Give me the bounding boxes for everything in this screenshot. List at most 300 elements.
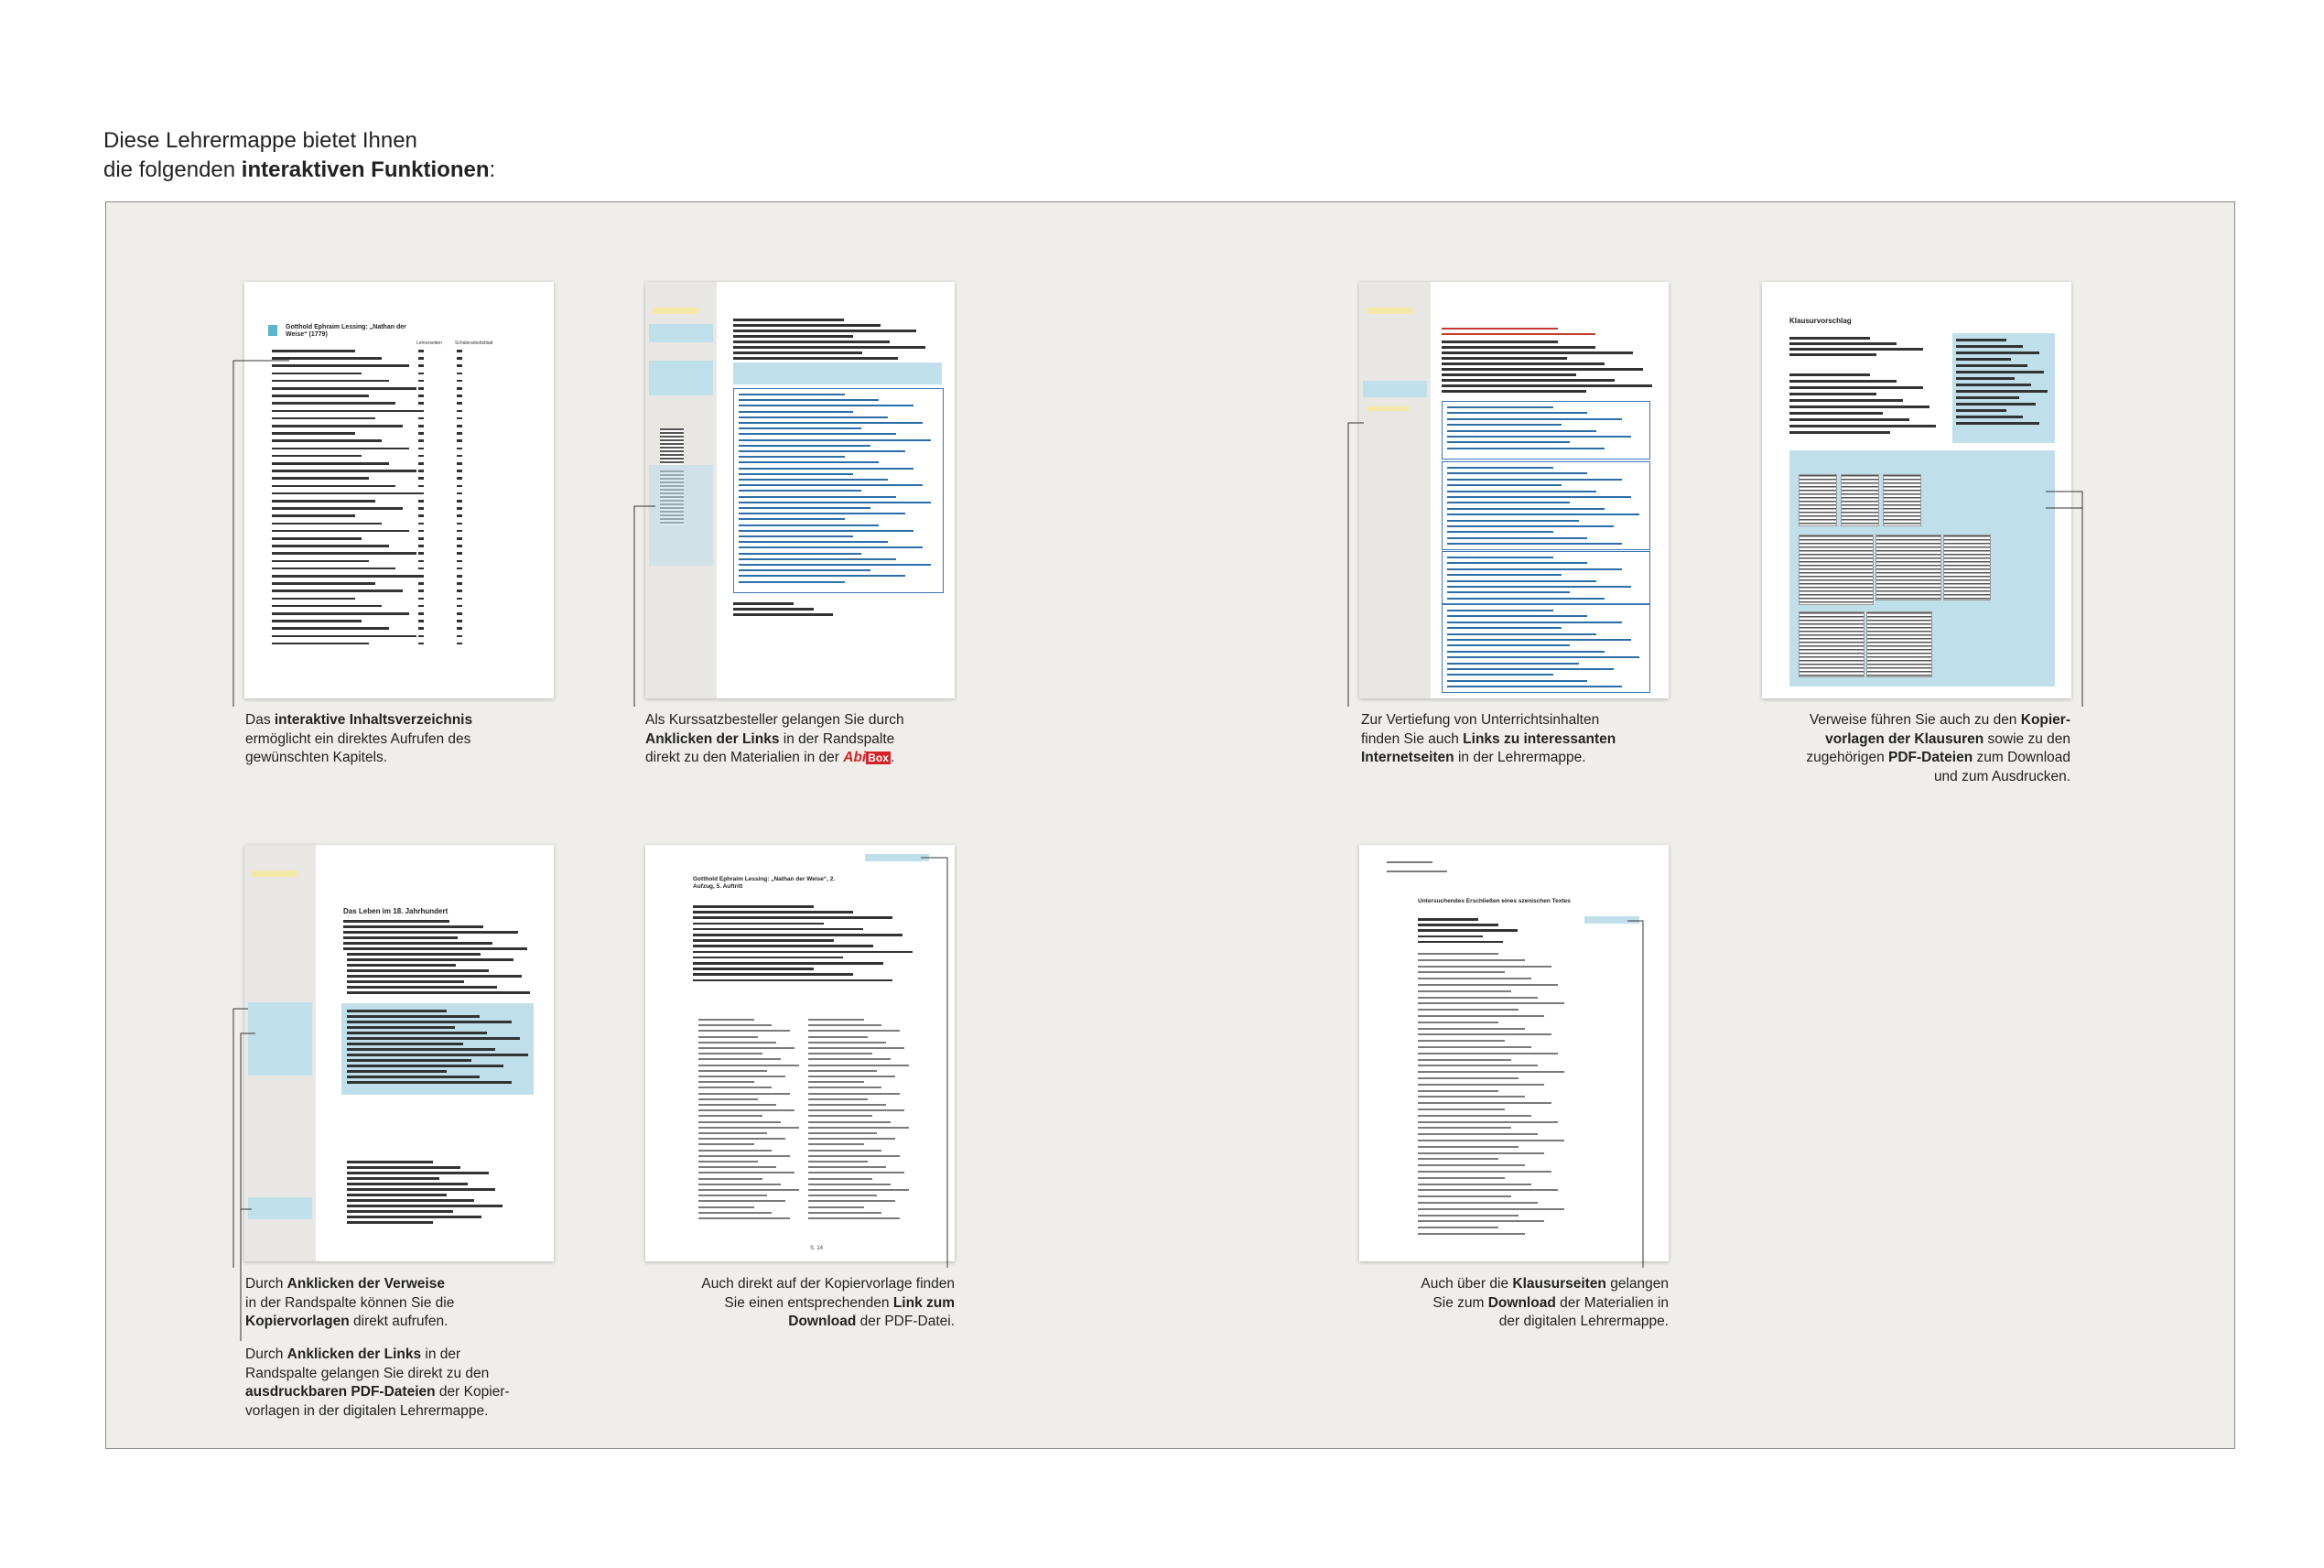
text-line [698,1184,781,1185]
kopiervorlage-mini[interactable] [1841,474,1879,526]
note-box [733,362,942,384]
text-line [739,427,861,429]
text-line [808,1036,868,1038]
klausurseite-page-thumbnail[interactable] [1359,845,1669,1261]
text-line [1418,978,1531,979]
toc-page-ref[interactable] [457,568,462,570]
text-line [1442,333,1595,335]
toc-page-ref[interactable] [418,523,424,525]
kopiervorlage-mini[interactable] [1943,535,1991,600]
text-line [698,1150,772,1152]
text-line [808,1121,891,1123]
toc-page-ref[interactable] [418,598,424,600]
text-line [347,980,464,983]
chapter-marker [268,325,277,336]
toc-page-ref[interactable] [418,605,424,608]
kopiervorlage-heading: Gotthold Ephraim Lessing: „Nathan der Weise“, 2. Aufzug, 5. Auftritt [693,876,836,890]
toc-page-ref[interactable] [457,575,462,578]
text-line [1447,633,1596,635]
text-line [1447,622,1622,623]
toc-page-ref[interactable] [418,575,424,578]
text-line [347,1177,439,1180]
text-line [347,1216,481,1218]
margin-link-box[interactable] [649,361,713,395]
text-line [1956,339,2006,341]
margin-kopiervorlage-box[interactable] [248,1002,312,1076]
text-line [347,1166,460,1169]
text-line [1418,1096,1525,1098]
text-line [272,410,423,413]
text-line [1789,418,1909,421]
toc-page-ref[interactable] [457,364,462,367]
toc-page-ref[interactable] [418,425,424,427]
text-line [693,939,834,942]
info-frame [1442,551,1650,604]
text-line [1447,557,1553,558]
text-line [693,923,824,925]
text-line [272,627,389,630]
toc-page-ref[interactable] [418,462,424,465]
text-line [739,399,879,401]
intro-line-2: die folgenden interaktiven Funktionen: [103,157,496,182]
text-line [1447,436,1631,438]
text-line [347,1183,468,1185]
text-line [1789,412,1883,415]
text-line [698,1030,790,1032]
text-line [808,1161,868,1162]
text-line [343,942,492,945]
text-line [1789,393,1876,395]
text-line [347,986,497,989]
text-line [733,608,814,611]
text-line [1418,935,1483,938]
text-line [693,979,892,982]
toc-page-ref[interactable] [418,448,424,450]
toc-page-ref[interactable] [418,507,424,510]
text-line [808,1030,900,1032]
text-line [693,962,883,965]
toc-page-ref[interactable] [457,620,462,622]
text-line [1447,668,1614,670]
toc-page-ref[interactable] [418,410,424,413]
toc-page-ref[interactable] [457,455,462,458]
caption-internet-links: Zur Vertiefung von Unterrichtsinhalten finden Sie auch Links zu interessanten Internetseiten in der Lehrermappe. [1361,712,1616,765]
toc-page-ref[interactable] [418,357,424,360]
toc-page-ref[interactable] [418,530,424,533]
toc-page-ref[interactable] [418,439,424,442]
text-line [739,416,888,418]
toc-page-ref[interactable] [457,537,462,540]
toc-page-ref[interactable] [418,417,424,420]
text-line [733,357,898,360]
text-line [1442,351,1633,354]
toc-page-ref[interactable] [457,432,462,435]
margin-tag [252,871,297,877]
toc-page-ref[interactable] [457,439,462,442]
text-line [808,1081,864,1083]
text-line [739,513,905,514]
text-line [1418,997,1538,999]
text-line [733,351,862,354]
text-line [1447,674,1553,676]
toc-page-ref[interactable] [418,537,424,540]
kopiervorlage-mini[interactable] [1799,535,1874,605]
toc-page-ref[interactable] [418,485,424,488]
text-line [698,1109,794,1111]
text-line [698,1065,799,1066]
toc-page-ref[interactable] [418,432,424,435]
text-line [1447,484,1562,486]
text-line [808,1053,872,1054]
text-line [1447,502,1570,503]
caption-course-links: Als Kurssatzbesteller gelangen Sie durch Anklicken der Links in der Randspalte direkt zu den Materialien in der Abi Box . [645,712,904,765]
toc-page-ref[interactable] [457,350,462,352]
toc-page-ref[interactable] [457,387,462,390]
toc-heading: Gotthold Ephraim Lessing: „Nathan der Weise“ (1779) [286,324,406,338]
text-line [739,445,870,447]
text-line [808,1076,895,1077]
text-line [1418,1053,1558,1054]
toc-page-ref[interactable] [418,589,424,592]
toc-page-ref[interactable] [457,523,462,525]
toc-page-ref[interactable] [457,560,462,563]
text-line [1418,1121,1558,1123]
toc-page-ref[interactable] [418,380,424,383]
text-line [272,402,395,405]
text-line [698,1172,794,1173]
text-line [693,911,853,914]
toc-page-ref[interactable] [457,545,462,547]
text-line [1387,861,1432,863]
text-line [1418,1059,1511,1061]
text-line [698,1155,790,1157]
text-line [808,1047,904,1049]
text-line [698,1036,758,1038]
text-line [698,1127,799,1129]
text-line [808,1042,886,1044]
text-line [343,931,518,934]
text-line [1789,348,1923,351]
text-line [739,507,870,509]
toc-page-ref[interactable] [457,530,462,533]
text-line [733,602,794,605]
text-line [272,612,409,615]
mini-page-1 [660,428,684,465]
text-line [1418,918,1478,921]
text-line [1447,430,1596,432]
text-line [347,975,522,978]
text-line [1789,373,1870,376]
text-line [1447,520,1579,522]
download-link-box[interactable] [865,854,929,861]
text-line [1447,627,1562,629]
margin-tag [1367,308,1412,314]
toc-page-ref[interactable] [457,605,462,608]
text-line [733,346,925,349]
text-line [1418,1102,1551,1104]
intro-line-1: Diese Lehrermappe bietet Ihnen [103,128,417,153]
toc-page-ref[interactable] [457,402,462,405]
toc-page-ref[interactable] [418,545,424,547]
toc-page-ref[interactable] [418,582,424,585]
text-line [1956,364,2027,367]
toc-page-ref[interactable] [457,373,462,375]
text-line [739,394,845,395]
text-line [808,1217,900,1219]
text-line [808,1206,864,1208]
toc-page-ref[interactable] [418,627,424,630]
toc-page-ref[interactable] [457,612,462,615]
text-line [1447,562,1587,564]
toc-page-ref[interactable] [418,364,424,367]
klausur-page-thumbnail[interactable] [1762,282,2071,698]
text-line [272,507,403,510]
text-line [347,1010,447,1012]
text-line [1956,416,2023,418]
toc-page-ref[interactable] [418,492,424,495]
text-line [347,1172,489,1174]
leben-heading: Das Leben im 18. Jahrhundert [343,907,449,915]
toc-page-ref[interactable] [457,448,462,450]
toc-page-ref[interactable] [418,514,424,517]
text-line [739,546,923,548]
text-line [739,581,845,583]
toc-page-ref[interactable] [457,507,462,510]
text-line [1789,386,1923,389]
text-line [808,1104,886,1106]
toc-page-ref[interactable] [457,462,462,465]
text-line [272,380,389,383]
text-line [272,455,362,458]
text-line [808,1098,868,1100]
text-line [272,582,375,585]
text-line [347,1161,433,1163]
text-line [272,643,369,645]
text-line [1447,651,1605,653]
toc-page-ref[interactable] [457,410,462,413]
text-line [1789,380,1897,383]
text-line [347,1015,480,1018]
toc-page-ref[interactable] [457,598,462,600]
text-line [739,433,896,435]
text-line [1418,1189,1558,1191]
text-line [1442,368,1643,371]
text-line [1447,580,1596,582]
text-line [1447,656,1639,658]
text-line [1418,1071,1564,1073]
toc-page-ref[interactable] [457,514,462,517]
text-line [272,364,409,367]
text-line [347,947,448,950]
toc-page-ref[interactable] [457,357,462,360]
text-line [1447,406,1553,408]
text-line [1447,496,1631,498]
text-line [272,635,416,638]
text-line [733,613,833,616]
text-line [698,1212,772,1214]
text-line [272,357,382,360]
text-line [272,598,355,600]
toc-page-ref[interactable] [457,380,462,383]
download-link-box[interactable] [1584,916,1639,924]
toc-page-ref[interactable] [418,500,424,503]
kopiervorlage-mini[interactable] [1799,611,1865,677]
text-line [1418,959,1525,961]
text-line [347,1048,495,1051]
text-line [739,490,861,492]
text-line [1418,1233,1525,1235]
kopiervorlage-mini[interactable] [1883,474,1921,526]
caption-klausur: Verweise führen Sie auch zu den Kopier- vorlagen der Klausuren sowie zu den zugehörigen PDF-Dateien zum Download und zum Ausdrucken. [1806,712,2070,784]
toc-page-ref[interactable] [457,477,462,480]
text-line [693,968,814,970]
toc-page-ref[interactable] [418,643,424,645]
text-line [272,545,389,547]
toc-page-thumbnail[interactable] [244,282,554,698]
kopiervorlage-mini[interactable] [1866,611,1932,677]
text-line [1442,341,1558,343]
text-line [1418,1227,1498,1228]
text-line [739,484,923,486]
toc-page-ref[interactable] [457,425,462,427]
leben-page-thumbnail[interactable] [244,845,554,1261]
toc-page-ref[interactable] [418,552,424,555]
internet-link-tag[interactable] [1367,406,1409,411]
text-line [1447,508,1605,510]
toc-page-ref[interactable] [457,627,462,630]
text-line [739,553,861,555]
text-line [808,1212,881,1214]
toc-page-ref[interactable] [418,373,424,375]
toc-page-ref[interactable] [457,470,462,472]
text-line [1418,971,1505,973]
kopiervorlage-mini[interactable] [1875,535,1941,600]
text-line [1418,1033,1551,1035]
text-line [698,1076,785,1077]
internet-links-page-thumbnail[interactable] [1359,282,1669,698]
text-line [1418,1009,1519,1011]
text-line [733,319,844,321]
toc-page-ref[interactable] [418,568,424,570]
klausur-heading: Klausurvorschlag [1789,317,1852,325]
text-line [1418,953,1498,955]
toc-page-ref[interactable] [418,350,424,352]
toc-page-ref[interactable] [418,402,424,405]
toc-page-ref[interactable] [418,635,424,638]
text-line [347,964,456,967]
text-line [808,1132,877,1134]
text-line [272,605,382,608]
text-line [1418,1171,1551,1173]
kopiervorlage-mini[interactable] [1799,474,1837,526]
text-line [1418,1115,1531,1117]
toc-page-ref[interactable] [418,455,424,458]
text-line [1789,337,1870,340]
toc-page-ref[interactable] [457,492,462,495]
intro-text [103,126,495,185]
text-line [347,1065,503,1067]
toc-page-ref[interactable] [457,417,462,420]
text-line [347,1081,512,1084]
text-line [1447,514,1639,515]
text-line [1418,1040,1505,1042]
toc-page-ref[interactable] [418,395,424,397]
abibox-logo: Abi Box [843,750,889,765]
text-line [1447,479,1622,481]
text-line [1442,328,1558,330]
text-line [347,1032,487,1034]
text-line [1418,1146,1519,1148]
toc-page-ref[interactable] [457,500,462,503]
text-line [698,1070,767,1072]
text-line [1956,396,2019,399]
text-line [272,492,423,495]
toc-page-ref[interactable] [418,560,424,563]
text-line [698,1104,776,1106]
text-line [808,1058,891,1060]
text-line [272,432,355,435]
toc-page-ref[interactable] [457,552,462,555]
text-line [1418,1028,1525,1030]
text-line [1418,1158,1498,1160]
text-line [808,1087,881,1088]
text-line [343,920,449,923]
toc-page-ref[interactable] [457,485,462,488]
caption-verweise: Durch Anklicken der Verweise in der Randspalte können Sie die Kopiervorlagen direkt aufrufen. [245,1276,455,1329]
text-line [739,535,853,537]
margin-link-box[interactable] [1363,381,1427,397]
text-line [808,1178,872,1180]
text-line [347,1043,463,1045]
margin-pdf-box[interactable] [248,1197,312,1219]
text-line [808,1093,900,1095]
text-line [272,462,389,465]
text-line [1418,984,1558,986]
text-line [698,1053,762,1054]
toc-page-ref[interactable] [457,589,462,592]
toc-page-ref[interactable] [418,612,424,615]
toc-page-ref[interactable] [457,635,462,638]
toc-page-ref[interactable] [418,477,424,480]
course-page-thumbnail[interactable] [645,282,955,698]
text-line [1447,574,1562,576]
text-line [1956,377,2015,380]
text-line [1447,467,1553,469]
text-line [1418,924,1498,926]
kopiervorlage-page-thumbnail[interactable] [645,845,955,1261]
toc-page-ref[interactable] [457,395,462,397]
text-line [698,1217,790,1219]
text-line [739,564,931,566]
text-line [808,1070,877,1072]
text-line [739,456,845,458]
text-line [272,620,362,622]
text-line [733,324,881,327]
text-line [1418,990,1511,992]
text-line [1418,1022,1498,1023]
text-line [347,1026,455,1029]
text-line [347,1059,471,1062]
toc-page-ref[interactable] [418,387,424,390]
text-line [272,575,423,578]
toc-page-ref[interactable] [457,643,462,645]
toc-page-ref[interactable] [418,470,424,472]
text-line [693,957,843,959]
toc-page-ref[interactable] [418,620,424,622]
toc-page-ref[interactable] [457,582,462,585]
text-line [808,1189,909,1191]
text-line [1418,1140,1564,1141]
